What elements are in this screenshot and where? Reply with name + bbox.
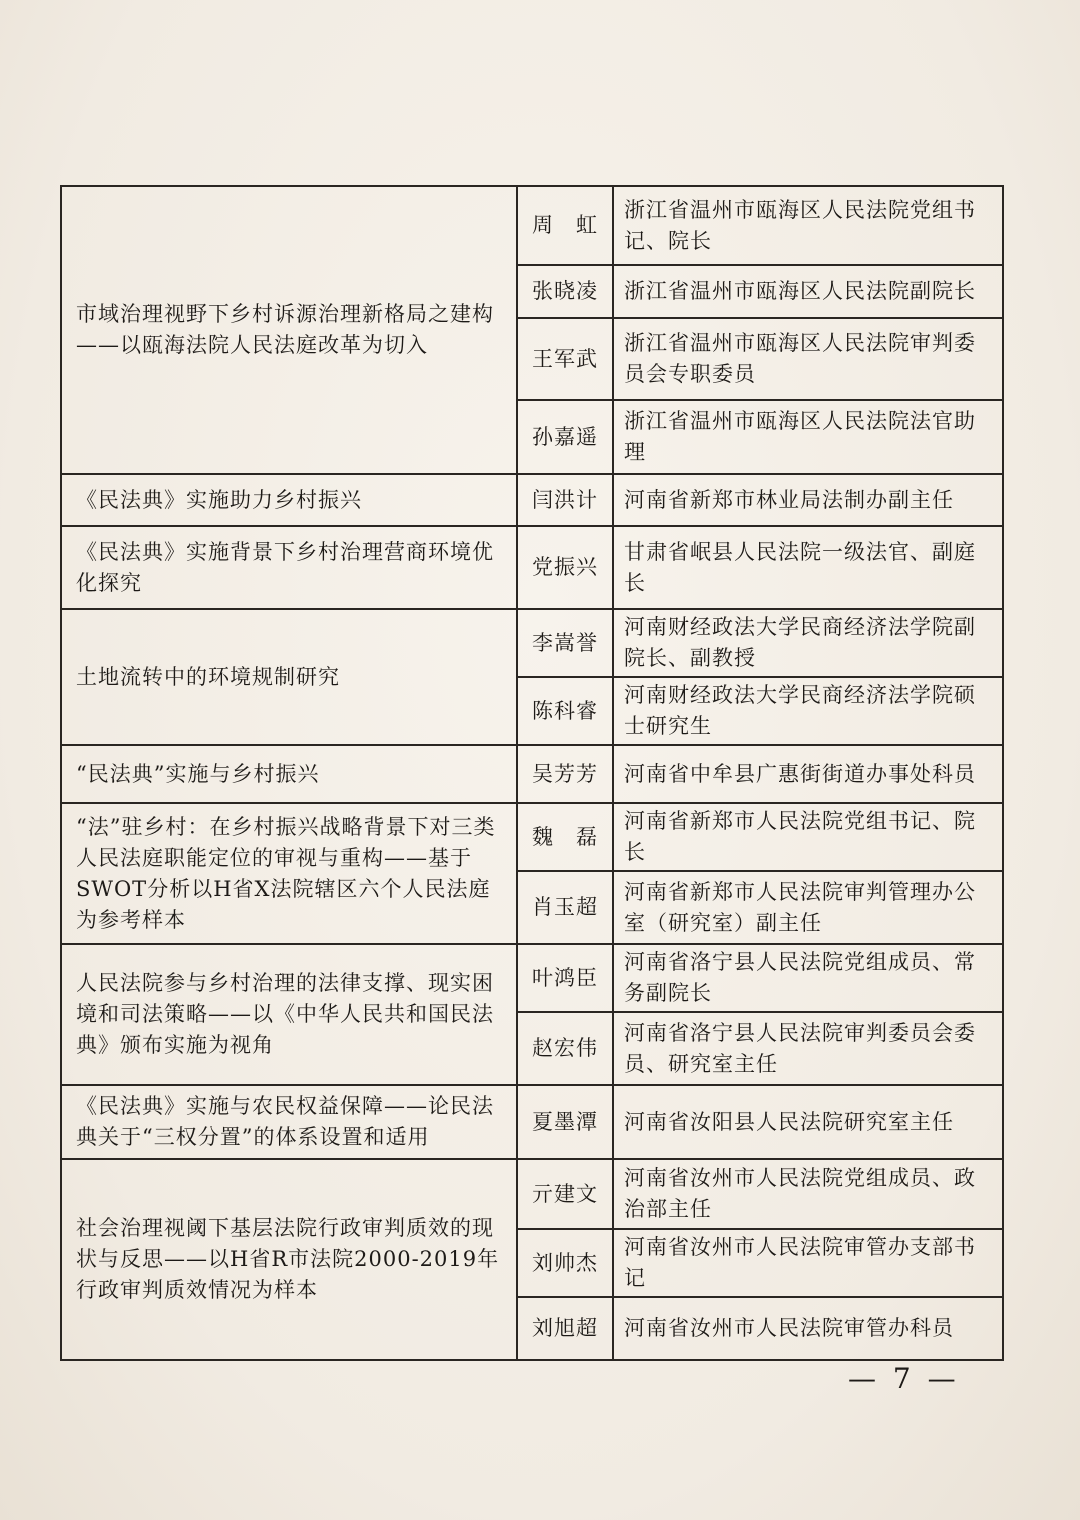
author-name: 陈科睿: [517, 677, 613, 745]
table-row: [61, 609, 1003, 677]
table-row: [61, 745, 1003, 803]
paper-title: 土地流转中的环境规制研究: [61, 609, 517, 745]
author-affiliation: 河南财经政法大学民商经济法学院硕士研究生: [613, 677, 1003, 745]
author-affiliation: 河南省洛宁县人民法院审判委员会委员、研究室主任: [613, 1012, 1003, 1085]
author-affiliation: 河南省汝州市人民法院党组成员、政治部主任: [613, 1159, 1003, 1229]
author-name: 吴芳芳: [517, 745, 613, 803]
author-name: 肖玉超: [517, 871, 613, 944]
author-affiliation: 河南省新郑市林业局法制办副主任: [613, 474, 1003, 526]
author-name: 亓建文: [517, 1159, 613, 1229]
author-affiliation: 河南省洛宁县人民法院党组成员、常务副院长: [613, 944, 1003, 1012]
paper-title: 人民法院参与乡村治理的法律支撑、现实困境和司法策略——以《中华人民共和国民法典》颁布实施为视角: [61, 944, 517, 1085]
table-row: [61, 186, 1003, 265]
paper-title: “法”驻乡村：在乡村振兴战略背景下对三类人民法庭职能定位的审视与重构——基于SWOT分析以H省X法院辖区六个人民法庭为参考样本: [61, 803, 517, 944]
author-name: 孙嘉遥: [517, 400, 613, 474]
paper-title: 《民法典》实施助力乡村振兴: [61, 474, 517, 526]
table-row: [61, 474, 1003, 526]
paper-title: 《民法典》实施背景下乡村治理营商环境优化探究: [61, 526, 517, 609]
table-row: [61, 526, 1003, 609]
table-row: [61, 1085, 1003, 1159]
table-row: [61, 944, 1003, 1012]
table-row: [61, 1159, 1003, 1229]
paper-title: 市域治理视野下乡村诉源治理新格局之建构——以瓯海法院人民法庭改革为切入: [61, 186, 517, 474]
author-affiliation: 河南财经政法大学民商经济法学院副院长、副教授: [613, 609, 1003, 677]
author-name: 王军武: [517, 318, 613, 400]
author-affiliation: 河南省汝州市人民法院审管办支部书记: [613, 1229, 1003, 1297]
author-name: 张晓凌: [517, 265, 613, 318]
author-name: 党振兴: [517, 526, 613, 609]
paper-title: 《民法典》实施与农民权益保障——论民法典关于“三权分置”的体系设置和适用: [61, 1085, 517, 1159]
author-name: 夏墨潭: [517, 1085, 613, 1159]
author-affiliation: 河南省新郑市人民法院党组书记、院长: [613, 803, 1003, 871]
author-name: 刘旭超: [517, 1297, 613, 1360]
author-name: 闫洪计: [517, 474, 613, 526]
paper-title: “民法典”实施与乡村振兴: [61, 745, 517, 803]
author-name: 叶鸿臣: [517, 944, 613, 1012]
author-affiliation: 浙江省温州市瓯海区人民法院法官助理: [613, 400, 1003, 474]
award-list-table: [60, 185, 1004, 1361]
author-affiliation: 河南省新郑市人民法院审判管理办公室（研究室）副主任: [613, 871, 1003, 944]
author-affiliation: 河南省汝阳县人民法院研究室主任: [613, 1085, 1003, 1159]
author-name: 李嵩誉: [517, 609, 613, 677]
author-affiliation: 河南省中牟县广惠街街道办事处科员: [613, 745, 1003, 803]
author-affiliation: 甘肃省岷县人民法院一级法官、副庭长: [613, 526, 1003, 609]
author-name: 周 虹: [517, 186, 613, 265]
author-affiliation: 浙江省温州市瓯海区人民法院审判委员会专职委员: [613, 318, 1003, 400]
table-row: [61, 803, 1003, 871]
paper-title: 社会治理视阈下基层法院行政审判质效的现状与反思——以H省R市法院2000-2019年行政审判质效情况为样本: [61, 1159, 517, 1360]
page-number: — 7 —: [848, 1362, 960, 1395]
author-name: 赵宏伟: [517, 1012, 613, 1085]
author-affiliation: 浙江省温州市瓯海区人民法院副院长: [613, 265, 1003, 318]
author-name: 魏 磊: [517, 803, 613, 871]
author-name: 刘帅杰: [517, 1229, 613, 1297]
author-affiliation: 河南省汝州市人民法院审管办科员: [613, 1297, 1003, 1360]
author-affiliation: 浙江省温州市瓯海区人民法院党组书记、院长: [613, 186, 1003, 265]
